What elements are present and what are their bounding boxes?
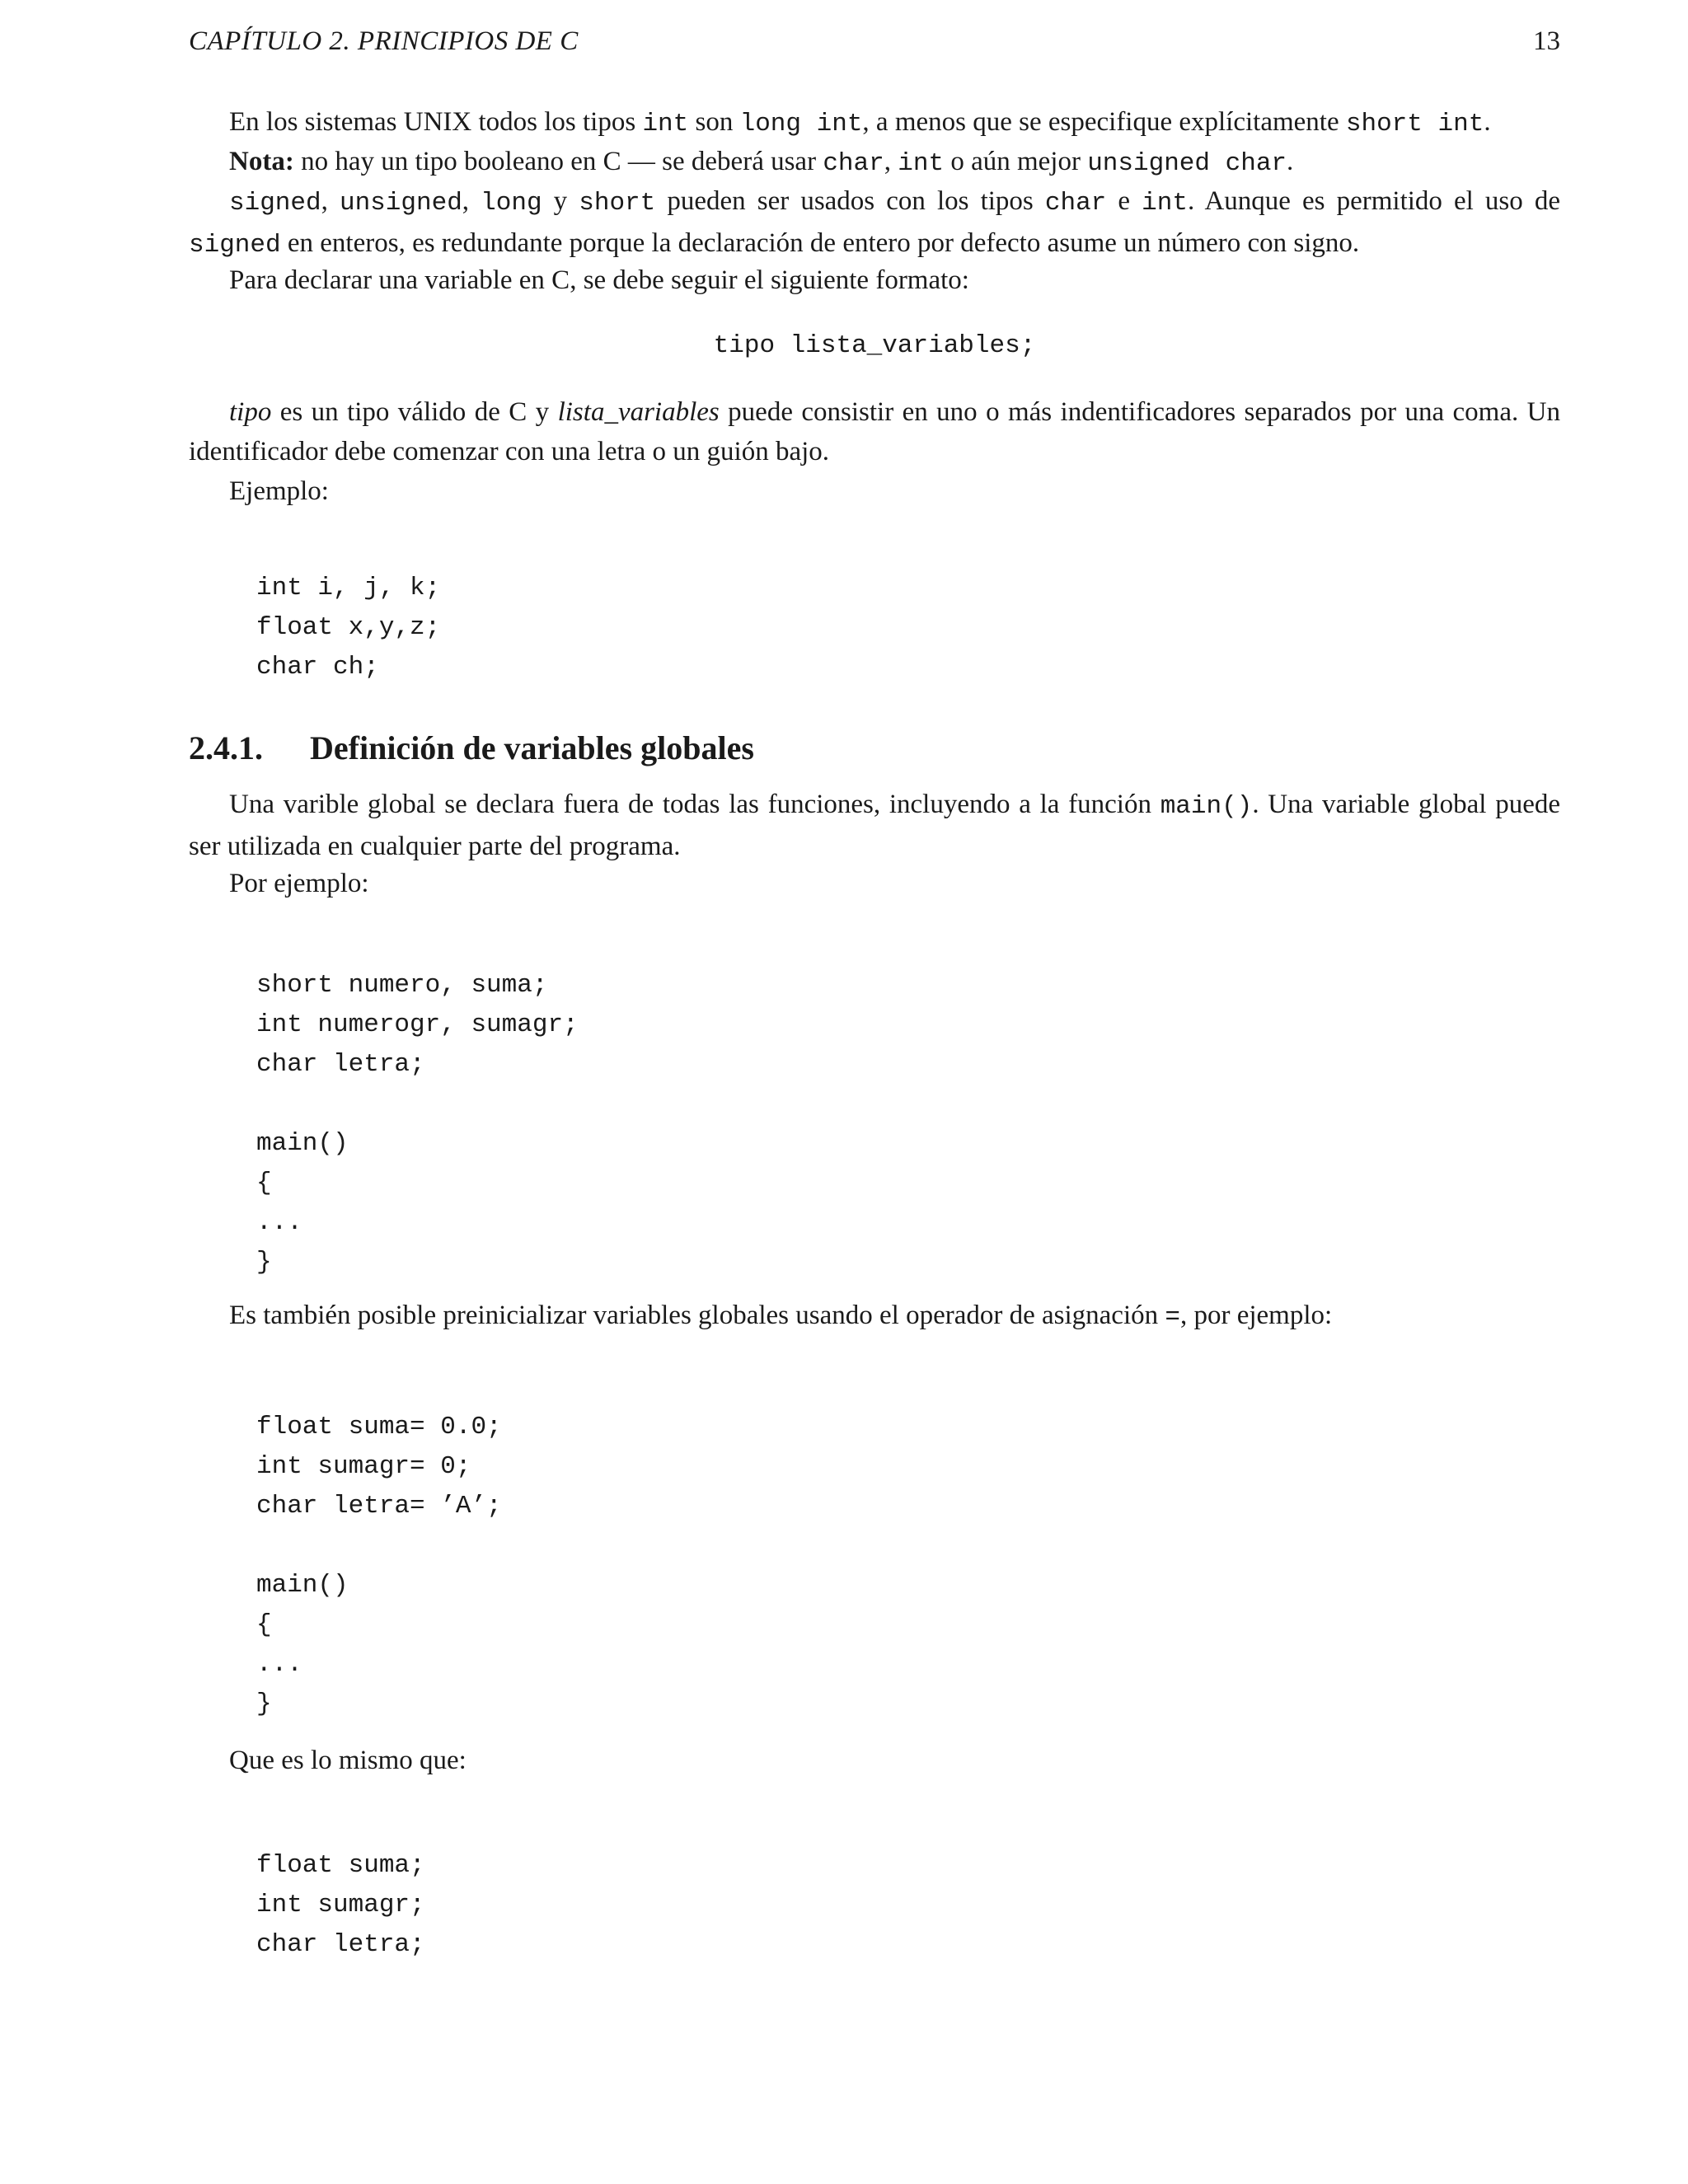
code-line: char letra= ’A’; [256, 1492, 502, 1521]
code-line: float x,y,z; [256, 613, 441, 642]
code-line: float suma; [256, 1851, 425, 1880]
code-line: main() [256, 1571, 349, 1600]
text-run: , [321, 186, 340, 216]
text-run: e [1106, 186, 1142, 216]
code-line: int sumagr= 0; [256, 1452, 471, 1481]
inline-code: int [898, 149, 945, 178]
inline-code: short [579, 189, 656, 218]
paragraph-note-boolean [189, 142, 1560, 184]
inline-code: short int [1345, 110, 1484, 138]
paragraph-ejemplo: Ejemplo: [229, 476, 329, 506]
text-run: . [1484, 107, 1491, 137]
section-heading [189, 725, 1560, 771]
code-line: int sumagr; [256, 1891, 425, 1919]
text-run: son [688, 107, 740, 137]
inline-code: signed [189, 231, 281, 260]
inline-code: main() [1160, 792, 1253, 821]
inline-code: unsigned [339, 189, 462, 218]
note-label: Nota: [229, 147, 294, 176]
text-run: o aún mejor [944, 147, 1088, 176]
code-line [256, 1085, 579, 1124]
text-run: . [1287, 147, 1294, 176]
paragraph-preinit [189, 1296, 1560, 1338]
inline-code: int [1142, 189, 1188, 218]
text-run: es un tipo válido de C y [271, 397, 558, 427]
paragraph-global-vars [189, 785, 1560, 866]
inline-code: char [823, 149, 884, 178]
paragraph-por-ejemplo: Por ejemplo: [229, 869, 369, 898]
text-run: , [884, 147, 898, 176]
text-run: En los sistemas UNIX todos los tipos [229, 107, 643, 137]
code-line: char letra; [256, 1050, 425, 1079]
section-title: Definición de variables globales [310, 729, 754, 766]
inline-code: long [481, 189, 542, 218]
paragraph-same-as: Que es lo mismo que: [229, 1746, 467, 1775]
text-run: , a menos que se especifique explícitamente [862, 107, 1346, 137]
text-run: no hay un tipo booleano en C — se deberá usar [293, 147, 823, 176]
code-line: { [256, 1169, 272, 1197]
paragraph-declare-format: Para declarar una variable en C, se debe seguir el siguiente formato: [229, 265, 969, 295]
text-run: . Una variable global puede ser utilizada en cualquier parte del programa. [189, 790, 1560, 861]
code-line: { [256, 1610, 272, 1639]
format-code-line: tipo lista_variables; [713, 331, 1036, 360]
inline-code: signed [229, 189, 321, 218]
text-run: , por ejemplo: [1179, 1301, 1333, 1330]
code-line: ... [256, 1208, 302, 1237]
code-line: ... [256, 1650, 302, 1679]
italic-term: lista_variables [557, 397, 720, 427]
running-header [189, 26, 1560, 66]
code-line: char ch; [256, 653, 379, 682]
text-run: puede consistir en uno o más indentificadores separados por una coma. Un identificador debe comenzar con una letra o un guión bajo. [189, 397, 1560, 466]
code-line: char letra; [256, 1930, 425, 1959]
code-block-preinit [256, 1408, 502, 1724]
code-line: short numero, suma; [256, 971, 548, 1000]
text-run: , [462, 186, 481, 216]
inline-code: long int [739, 110, 863, 138]
paragraph-modifiers [189, 181, 1560, 265]
inline-code: = [1165, 1303, 1180, 1332]
paragraph-tipo-lista [189, 392, 1560, 471]
code-block-example [256, 569, 440, 687]
code-line: main() [256, 1129, 349, 1158]
paragraph-unix-int [189, 102, 1560, 144]
text-run: y [542, 186, 579, 216]
section-number: 2.4.1. [189, 729, 263, 766]
text-run: Es también posible preinicializar variables globales usando el operador de asignación [229, 1301, 1165, 1330]
inline-code: int [642, 110, 689, 138]
code-line: int i, j, k; [256, 574, 441, 602]
code-line: } [256, 1690, 272, 1718]
text-run: en enteros, es redundante porque la declaración de entero por defecto asume un número con signo. [280, 228, 1360, 258]
code-block-globals [256, 966, 579, 1282]
inline-code: unsigned char [1087, 149, 1287, 178]
code-line: } [256, 1248, 272, 1277]
code-line: float suma= 0.0; [256, 1413, 502, 1441]
inline-code: char [1044, 189, 1107, 218]
text-run: Una varible global se declara fuera de todas las funciones, incluyendo a la función [229, 790, 1160, 819]
code-line: int numerogr, sumagr; [256, 1010, 579, 1039]
page-number: 13 [1533, 26, 1560, 56]
code-block-equivalent [256, 1846, 425, 1965]
text-run: . Aunque es permitido el uso de [1187, 186, 1561, 216]
text-run: pueden ser usados con los tipos [655, 186, 1045, 216]
chapter-title: CAPÍTULO 2. PRINCIPIOS DE C [189, 26, 579, 56]
code-line [256, 1526, 502, 1566]
italic-term: tipo [229, 397, 272, 427]
